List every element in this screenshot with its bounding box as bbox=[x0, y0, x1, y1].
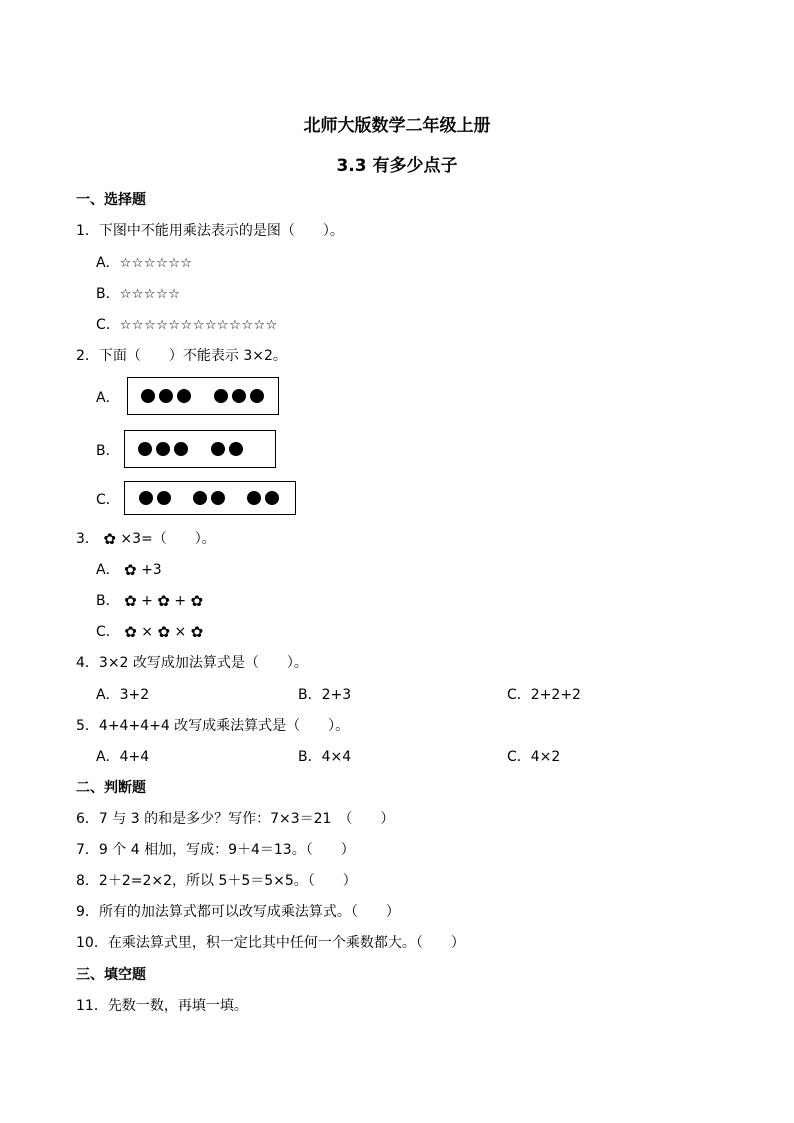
question-1: 1．下图中不能用乘法表示的是图（ ）。 bbox=[76, 223, 344, 239]
question-6: 6．7 与 3 的和是多少？写作：7×3＝21 （ ） bbox=[76, 811, 395, 827]
q1-option-b bbox=[96, 283, 180, 303]
dot bbox=[229, 442, 243, 456]
question-7: 7．9 个 4 相加，写成：9＋4＝13。（ ） bbox=[76, 842, 355, 858]
section-fill: 三、填空题 bbox=[76, 967, 146, 983]
dot bbox=[157, 491, 171, 505]
question-10: 10．在乘法算式里，积一定比其中任何一个乘数都大。（ ） bbox=[76, 935, 465, 951]
dot bbox=[139, 491, 153, 505]
dot bbox=[211, 491, 225, 505]
option-label: C． bbox=[96, 624, 120, 640]
question-3 bbox=[76, 528, 216, 548]
flower-icon: ✿ bbox=[157, 623, 171, 641]
dot bbox=[177, 389, 191, 403]
q3-a-rest: +3 bbox=[141, 562, 162, 578]
q4-option-c: C．2+2+2 bbox=[507, 687, 581, 703]
dot bbox=[159, 389, 173, 403]
q4-option-b: B．2+3 bbox=[298, 687, 352, 703]
dot bbox=[247, 491, 261, 505]
section-judge: 二、判断题 bbox=[76, 780, 146, 796]
option-label: A． bbox=[96, 562, 120, 578]
flower-icon: ✿ bbox=[157, 592, 170, 610]
q2-option-c-label: C． bbox=[96, 492, 120, 508]
q1-option-a bbox=[96, 252, 193, 272]
q2-option-a-label: A． bbox=[96, 390, 120, 406]
star-row-b: ☆☆☆☆☆ bbox=[119, 287, 181, 302]
section-choice: 一、选择题 bbox=[76, 192, 146, 208]
option-label: A． bbox=[96, 255, 120, 271]
flower-icon: ✿ bbox=[190, 623, 204, 641]
dot bbox=[265, 491, 279, 505]
option-label: B． bbox=[96, 286, 120, 302]
q3-option-c bbox=[96, 621, 203, 641]
dot bbox=[174, 442, 188, 456]
flower-icon: ✿ bbox=[124, 561, 137, 579]
question-2: 2．下面（ ）不能表示 3×2。 bbox=[76, 348, 287, 364]
dot bbox=[214, 389, 228, 403]
q5-option-b: B．4×4 bbox=[298, 749, 352, 765]
question-11: 11．先数一数，再填一填。 bbox=[76, 998, 248, 1014]
page-title: 北师大版数学二年级上册 bbox=[303, 116, 491, 136]
question-8: 8．2＋2=2×2，所以 5＋5＝5×5。（ ） bbox=[76, 873, 357, 889]
q1-option-c bbox=[96, 314, 278, 334]
dot bbox=[250, 389, 264, 403]
dot bbox=[232, 389, 246, 403]
star-row-c: ☆☆☆☆☆☆☆☆☆☆☆☆☆ bbox=[119, 318, 278, 333]
question-4: 4．3×2 改写成加法算式是（ ）。 bbox=[76, 655, 308, 671]
q5-option-c: C．4×2 bbox=[507, 749, 561, 765]
dot bbox=[138, 442, 152, 456]
q2-dot-box-b bbox=[124, 430, 276, 468]
dot bbox=[156, 442, 170, 456]
option-label: B． bbox=[96, 593, 120, 609]
q2-dot-box-c bbox=[124, 481, 296, 515]
q3-number: 3． bbox=[76, 531, 99, 547]
operator: × bbox=[141, 624, 153, 640]
question-9: 9．所有的加法算式都可以改写成乘法算式。（ ） bbox=[76, 904, 400, 920]
flower-icon: ✿ bbox=[190, 592, 204, 610]
q3-option-b bbox=[96, 590, 203, 610]
question-5: 5．4+4+4+4 改写成乘法算式是（ ）。 bbox=[76, 718, 350, 734]
operator: + bbox=[141, 593, 153, 609]
dot bbox=[211, 442, 225, 456]
flower-icon: ✿ bbox=[124, 623, 137, 641]
q3-option-a bbox=[96, 559, 162, 579]
flower-icon: ✿ bbox=[103, 530, 116, 548]
operator: × bbox=[174, 624, 187, 640]
option-label: C． bbox=[96, 317, 120, 333]
q3-stem-rest: ×3=（ ）。 bbox=[120, 531, 216, 547]
dot bbox=[193, 491, 207, 505]
dot bbox=[141, 389, 155, 403]
star-row-a: ☆☆☆☆☆☆ bbox=[119, 256, 193, 271]
q5-option-a: A．4+4 bbox=[96, 749, 150, 765]
page-subtitle: 3.3 有多少点子 bbox=[336, 156, 458, 176]
q4-option-a: A．3+2 bbox=[96, 687, 150, 703]
operator: + bbox=[174, 593, 187, 609]
flower-icon: ✿ bbox=[124, 592, 137, 610]
q2-dot-box-a bbox=[127, 377, 279, 415]
q2-option-b-label: B． bbox=[96, 443, 120, 459]
